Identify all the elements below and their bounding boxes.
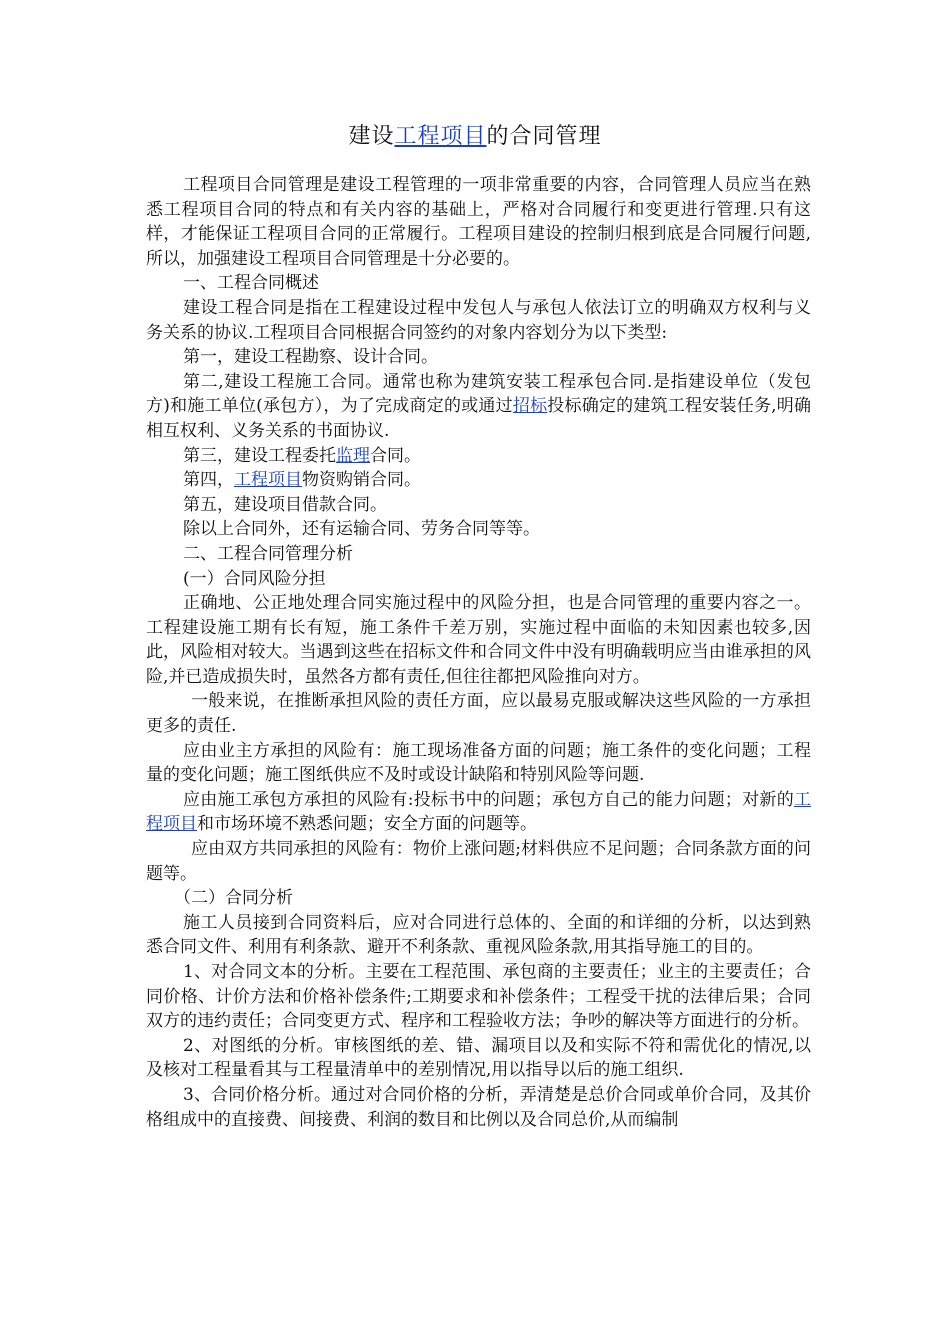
contract-type-2 <box>146 370 811 444</box>
contract-type-3 <box>146 444 811 469</box>
price-analysis-paragraph: 3、合同价格分析。通过对合同价格的分析，弄清楚是总价合同或单价合同，及其价格组成中的直接费、间接费、利润的数目和比例以及合同总价,从而编制 <box>146 1084 811 1130</box>
contractor-risk-paragraph <box>146 788 811 837</box>
link-supervision[interactable]: 监理 <box>336 445 370 466</box>
section-heading-1: 一、工程合同概述 <box>183 273 319 294</box>
link-project-materials[interactable]: 工程项目 <box>234 470 302 491</box>
contract-type-4-text-b: 物资购销合同。 <box>302 470 421 491</box>
text-analysis-paragraph: 1、对合同文本的分析。主要在工程范围、承包商的主要责任；业主的主要责任；合同价格、计价方法和价格补偿条件;工期要求和补偿条件；工程受干扰的法律后果；合同双方的违约责任；合同变更方式、程序和工程验收方法；争吵的解决等方面进行的分析。 <box>146 962 811 1032</box>
risk-principle-paragraph: 一般来说，在推断承担风险的责任方面，应以最易克服或解决这些风险的一方承担更多的责任. <box>146 691 811 737</box>
contract-analysis-paragraph: 施工人员接到合同资料后，应对合同进行总体的、全面的和详细的分析，以达到熟悉合同文件、利用有利条款、避开不利条款、重视风险条款,用其指导施工的目的。 <box>146 912 811 958</box>
contract-type-5: 第五，建设项目借款合同。 <box>183 494 387 515</box>
link-bidding[interactable]: 招标 <box>512 396 548 417</box>
section-heading-2: 二、工程合同管理分析 <box>183 543 353 564</box>
intro-paragraph: 工程项目合同管理是建设工程管理的一项非常重要的内容，合同管理人员应当在熟悉工程项目合同的特点和有关内容的基础上，严格对合同履行和变更进行管理.只有这样，才能保证工程项目合同的正常履行。工程项目建设的控制归根到底是合同履行问题,所以，加强建设工程项目合同管理是十分必要的。 <box>146 175 811 269</box>
shared-risk-paragraph: 应由双方共同承担的风险有：物价上涨问题;材料供应不足问题；合同条款方面的问题等。 <box>146 839 811 884</box>
subsection-heading-analysis: （二）合同分析 <box>174 888 293 909</box>
contract-type-3-text-b: 合同。 <box>370 445 421 466</box>
contract-type-4 <box>146 468 811 493</box>
owner-risk-paragraph: 应由业主方承担的风险有：施工现场准备方面的问题；施工条件的变化问题；工程量的变化问题；施工图纸供应不及时或设计缺陷和特别风险等问题. <box>146 740 811 786</box>
contract-type-4-text-a: 第四， <box>183 470 234 491</box>
risk-sharing-paragraph: 正确地、公正地处理合同实施过程中的风险分担，也是合同管理的重要内容之一。工程建设施工期有长有短，施工条件千差万别，实施过程中面临的未知因素也较多,因此，风险相对较大。当遇到这些在招标文件和合同文件中没有明确载明应当由谁承担的风险,并已造成损失时，虽然各方都有责任,但往往都把风险推向对方。 <box>146 593 811 687</box>
title-text-before: 建设 <box>348 124 395 149</box>
contract-type-2-text-b: 投标确定的建筑工程安装任务,明确相互权利、义务关系的书面协议. <box>146 396 812 441</box>
contractor-risk-text-b: 和市场环境不熟悉问题；安全方面的问题等。 <box>197 814 537 835</box>
link-project-new[interactable]: 工程项目 <box>146 789 811 835</box>
title-text-after: 的合同管理 <box>486 124 602 149</box>
drawing-analysis-paragraph: 2、对图纸的分析。审核图纸的差、错、漏项目以及和实际不符和需优化的情况,以及核对工程量看其与工程量清单中的差别情况,用以指导以后的施工组织. <box>146 1035 811 1081</box>
contractor-risk-text-a: 应由施工承包方承担的风险有:投标书中的问题；承包方自己的能力问题；对新的 <box>183 789 794 810</box>
contract-definition-paragraph: 建设工程合同是指在工程建设过程中发包人与承包人依法订立的明确双方权利与义务关系的协议.工程项目合同根据合同签约的对象内容划分为以下类型: <box>146 297 811 343</box>
title-link-project[interactable]: 工程项目 <box>394 124 487 149</box>
other-contracts-paragraph: 除以上合同外，还有运输合同、劳务合同等等。 <box>183 519 540 540</box>
contract-type-3-text-a: 第三，建设工程委托 <box>183 445 336 466</box>
contract-type-2-text-a: 第二,建设工程施工合同。通常也称为建筑安装工程承包合同.是指建设单位（发包方)和施工单位(承包方），为了完成商定的或通过 <box>146 371 811 417</box>
subsection-heading-risk: (一）合同风险分担 <box>183 568 326 589</box>
contract-type-1: 第一，建设工程勘察、设计合同。 <box>183 347 438 368</box>
document-body <box>146 173 811 1132</box>
document-title <box>0 120 950 154</box>
